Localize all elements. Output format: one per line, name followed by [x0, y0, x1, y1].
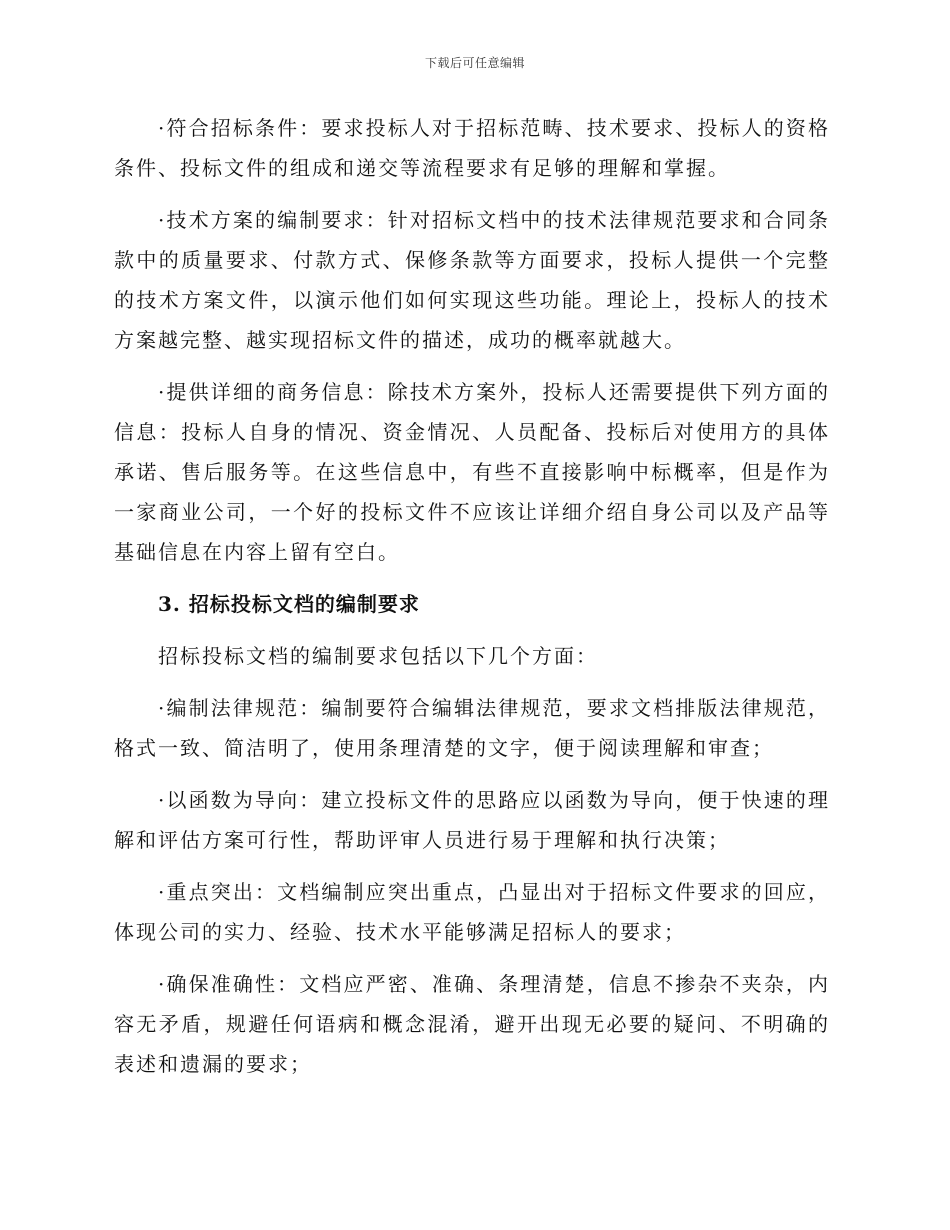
section-intro: 招标投标文档的编制要求包括以下几个方面： — [158, 644, 598, 668]
list-item-ensure-accuracy: ·确保准确性：文档应严密、准确、条理清楚，信息不掺杂不夹杂，内容无矛盾，规避任何语病和概念混淆，避开出现无必要的疑问、不明确的表述和遗漏的要求； — [114, 972, 830, 1076]
page-header: 下载后可任意编辑 — [424, 56, 525, 70]
document-body — [114, 108, 830, 1096]
paragraph-technical-plan: ·技术方案的编制要求：针对招标文档中的技术法律规范要求和合同条款中的质量要求、付款方式、保修条款等方面要求，投标人提供一个完整的技术方案文件，以演示他们如何实现这些功能。理论上，投标人的技术方案越完整、越实现招标文件的描述，成功的概率就越大。 — [114, 208, 830, 352]
list-item-highlight-key-points: ·重点突出：文档编制应突出重点，凸显出对于招标文件要求的回应，体现公司的实力、经验、技术水平能够满足招标人的要求； — [114, 880, 830, 944]
paragraph-business-info: ·提供详细的商务信息：除技术方案外，投标人还需要提供下列方面的信息：投标人自身的情况、资金情况、人员配备、投标后对使用方的具体承诺、售后服务等。在这些信息中，有些不直接影响中标概率，但是作为一家商业公司，一个好的投标文件不应该让详细介绍自身公司以及产品等基础信息在内容上留有空白。 — [114, 380, 830, 564]
list-item-legal-norms: ·编制法律规范：编制要符合编辑法律规范，要求文档排版法律规范，格式一致、简洁明了，使用条理清楚的文字，便于阅读理解和审查； — [114, 696, 830, 760]
list-item-function-oriented: ·以函数为导向：建立投标文件的思路应以函数为导向，便于快速的理解和评估方案可行性，帮助评审人员进行易于理解和执行决策； — [114, 788, 830, 852]
paragraph-bid-conditions: ·符合招标条件：要求投标人对于招标范畴、技术要求、投标人的资格条件、投标文件的组成和递交等流程要求有足够的理解和掌握。 — [114, 116, 830, 180]
section-heading: 3. 招标投标文档的编制要求 — [158, 592, 420, 616]
